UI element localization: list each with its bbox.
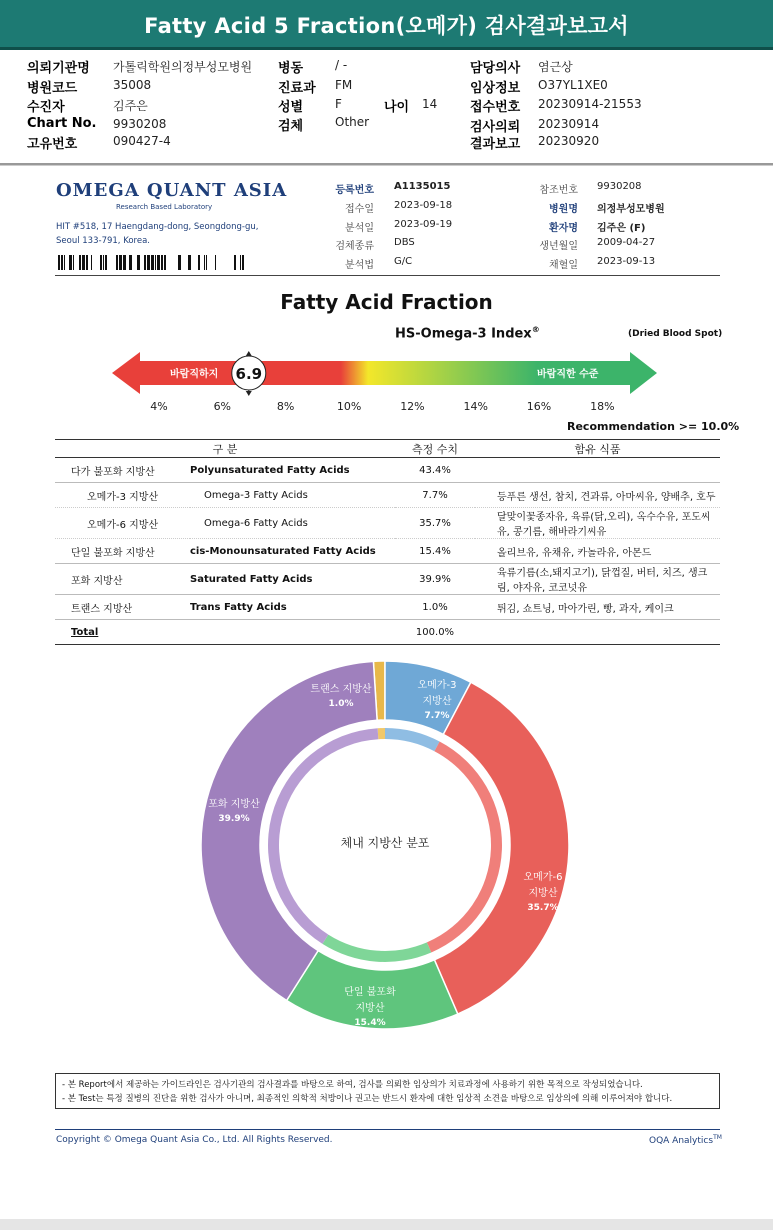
donut-inner-slice <box>378 728 385 739</box>
header-food: 함유 식품 <box>475 440 720 458</box>
ward-label: 병동 <box>278 61 304 76</box>
desirable-label: 바람직한 수준 <box>537 369 599 380</box>
donut-slice-label <box>524 870 563 913</box>
analysis-date-value: 2023-09-19 <box>394 219 453 230</box>
request-date-value: 20230914 <box>538 117 600 131</box>
row-category-en: Trans Fatty Acids <box>190 595 395 620</box>
clinical-info-value: O37YL1XE0 <box>538 78 608 92</box>
analysis-date-label: 분석일 <box>345 223 374 234</box>
row-value: 39.9% <box>395 564 475 595</box>
table-row <box>55 483 720 508</box>
patient-value: 김주은 <box>113 99 148 113</box>
index-title <box>395 325 540 341</box>
table-row <box>55 508 720 539</box>
row-food: 올리브유, 유채유, 카놀라유, 아몬드 <box>475 539 720 564</box>
donut-slice-name: 지방산 <box>422 696 452 707</box>
section-title: Fatty Acid Fraction <box>280 290 493 314</box>
scale-tick-label: 8% <box>276 400 295 413</box>
method-value: G/C <box>394 256 413 267</box>
row-food <box>475 620 720 645</box>
registered-mark: ® <box>531 325 540 334</box>
row-value: 100.0% <box>395 620 475 645</box>
unique-no-label: 고유번호 <box>27 137 78 152</box>
hospital-name-label: 병원명 <box>549 204 578 215</box>
specimen-type-value: DBS <box>394 237 415 248</box>
table-row <box>55 539 720 564</box>
header-category: 구 분 <box>55 440 395 458</box>
scale-tick-label: 16% <box>526 400 552 413</box>
table-row <box>55 595 720 620</box>
recommendation: Recommendation >= 10.0% <box>567 420 740 433</box>
ward-value: / - <box>335 58 348 72</box>
doctor-label: 담당의사 <box>470 61 521 76</box>
scale-tick-label: 12% <box>400 400 425 413</box>
row-category-en: Polyunsaturated Fatty Acids <box>190 458 395 483</box>
row-category-kr: Total <box>55 620 190 645</box>
row-value: 43.4% <box>395 458 475 483</box>
row-value: 15.4% <box>395 539 475 564</box>
index-marker <box>232 351 266 396</box>
specimen-label: 검체 <box>278 119 304 134</box>
receipt-no-value: 20230914-21553 <box>538 97 642 111</box>
scale-tick-label: 6% <box>213 400 232 413</box>
disclaimer-line1: - 본 Report에서 제공하는 가이드라인은 검사기관의 검사결과를 바탕으로 하여, 검사를 의뢰한 임상의가 치료과정에 사용하기 위한 목적으로 작성되었습니다. <box>62 1080 643 1090</box>
copyright: Copyright © Omega Quant Asia Co., Ltd. All Rights Reserved. <box>56 1135 333 1145</box>
lab-tagline: Research Based Laboratory <box>116 203 213 211</box>
undesirable-label: 바람직하지 <box>170 369 219 380</box>
lab-address-line1: HIT #518, 17 Haengdang-dong, Seongdong-gu, <box>56 222 259 232</box>
donut-slice-value: 1.0% <box>328 699 354 709</box>
table-row <box>55 458 720 483</box>
donut-slice-value: 39.9% <box>218 814 250 824</box>
row-category-en <box>190 620 395 645</box>
sex-label: 성별 <box>278 100 304 115</box>
age-value: 14 <box>422 97 438 111</box>
info-divider <box>55 275 720 276</box>
donut-inner-slice <box>385 728 440 751</box>
row-value: 7.7% <box>395 483 475 508</box>
row-food <box>475 458 720 483</box>
age-label: 나이 <box>384 100 410 115</box>
collection-date-label: 채혈일 <box>549 260 578 271</box>
donut-slice-value: 7.7% <box>424 711 450 721</box>
index-title-text: HS-Omega-3 Index <box>395 326 532 342</box>
request-date-label: 검사의뢰 <box>470 120 521 135</box>
row-food: 육류기름(소,돼지고기), 닭껍질, 버터, 치즈, 생크림, 야자유, 코코넛유 <box>475 564 720 595</box>
receipt-date-value: 2023-09-18 <box>394 200 453 211</box>
scale-tick-label: 14% <box>463 400 488 413</box>
row-category-kr: 오메가-3 지방산 <box>55 483 190 508</box>
patient-label: 수진자 <box>27 100 65 115</box>
donut-slice-name: 오메가-6 <box>523 872 563 883</box>
row-category-kr: 포화 지방산 <box>55 564 190 595</box>
hospital-value: 가톨릭학원의정부성모병원 <box>113 60 253 74</box>
specimen-note: (Dried Blood Spot) <box>628 329 723 339</box>
row-value: 35.7% <box>395 508 475 539</box>
method-label: 분석법 <box>345 260 374 271</box>
donut-inner-slice <box>322 935 431 962</box>
header-divider <box>0 163 773 166</box>
ref-no-value: 9930208 <box>597 181 642 192</box>
department-label: 진료과 <box>278 81 316 96</box>
fatty-acid-donut-chart <box>190 650 580 1040</box>
report-title: Fatty Acid 5 Fraction(오메가) 검사결과보고서 <box>0 0 773 50</box>
fatty-acid-table <box>55 439 720 645</box>
scale-tick-label: 4% <box>150 400 168 413</box>
donut-slice-name: 포화 지방산 <box>208 799 260 810</box>
chart-no-value: 9930208 <box>113 117 167 131</box>
department-value: FM <box>335 78 353 92</box>
row-category-en: Saturated Fatty Acids <box>190 564 395 595</box>
trademark: TM <box>713 1134 722 1141</box>
row-food: 튀김, 쇼트닝, 마아가린, 빵, 과자, 케이크 <box>475 595 720 620</box>
specimen-value: Other <box>335 115 370 129</box>
clinical-info-label: 임상정보 <box>470 81 521 96</box>
sex-value: F <box>335 97 342 111</box>
hospital-name-value: 의정부성모병원 <box>597 204 665 215</box>
row-value: 1.0% <box>395 595 475 620</box>
page-bottom-band <box>0 1219 773 1230</box>
donut-slice-name: 트랜스 지방산 <box>310 684 372 695</box>
hospital-label: 의뢰기관명 <box>27 61 90 76</box>
doctor-value: 염근상 <box>538 60 573 74</box>
hospital-code-label: 병원코드 <box>27 81 78 96</box>
ref-no-label: 참조번호 <box>539 185 578 196</box>
row-category-kr: 단일 불포화 지방산 <box>55 539 190 564</box>
table-header <box>55 440 720 458</box>
specimen-type-label: 검체종류 <box>335 241 374 252</box>
row-food: 등푸른 생선, 참치, 견과류, 아마씨유, 양배추, 호두 <box>475 483 720 508</box>
barcode-image <box>58 255 244 270</box>
index-value: 6.9 <box>235 365 263 383</box>
donut-slice-name: 단일 불포화 <box>344 987 396 998</box>
reg-no-value: A1135015 <box>394 181 451 192</box>
row-food: 달맞이꽃종자유, 육류(닭,오리), 옥수수유, 포도씨유, 콩기름, 해바라기씨유 <box>475 508 720 539</box>
table-row <box>55 620 720 645</box>
lab-address-line2: Seoul 133-791, Korea. <box>56 236 150 246</box>
row-category-kr: 오메가-6 지방산 <box>55 508 190 539</box>
row-category-en: Omega-6 Fatty Acids <box>190 508 395 539</box>
donut-slice-name: 지방산 <box>528 888 558 899</box>
table-row <box>55 564 720 595</box>
birth-date-value: 2009-04-27 <box>597 237 656 248</box>
donut-slice-value: 35.7% <box>527 903 559 913</box>
donut-center-title: 체내 지방산 분포 <box>340 836 430 850</box>
donut-slice-name: 지방산 <box>355 1003 385 1014</box>
footer-divider <box>55 1129 720 1130</box>
scale-tick-label: 10% <box>336 400 362 413</box>
row-category-kr: 트랜스 지방산 <box>55 595 190 620</box>
receipt-no-label: 접수번호 <box>470 100 521 115</box>
header-value: 측정 수치 <box>395 440 475 458</box>
row-category-en: Omega-3 Fatty Acids <box>190 483 395 508</box>
row-category-kr: 다가 불포화 지방산 <box>55 458 190 483</box>
row-category-en: cis-Monounsaturated Fatty Acids <box>190 539 395 564</box>
disclaimer-line2: - 본 Test는 특정 질병의 진단을 위한 검사가 아니며, 최종적인 의학적 처방이나 권고는 반드시 환자에 대한 임상적 소견을 바탕으로 임상의에 의해 이루어져야 합니다. <box>62 1094 673 1104</box>
scale-tick-label: 18% <box>590 400 615 413</box>
hospital-code-value: 35008 <box>113 78 152 92</box>
disclaimer-box <box>55 1073 720 1109</box>
patient-name-value: 김주은 (F) <box>597 223 646 234</box>
receipt-date-label: 접수일 <box>345 204 374 215</box>
unique-no-value: 090427-4 <box>113 134 171 148</box>
birth-date-label: 생년월일 <box>539 241 578 252</box>
donut-slice-name: 오메가-3 <box>417 680 457 691</box>
lab-logo: OMEGA QUANT ASIA <box>56 180 288 201</box>
report-date-label: 결과보고 <box>470 137 521 152</box>
report-date-value: 20230920 <box>538 134 600 148</box>
donut-slice-value: 15.4% <box>354 1018 386 1028</box>
footer-brand-text: OQA Analytics <box>649 1136 714 1146</box>
omega3-index-scale <box>100 348 670 418</box>
chart-no-label: Chart No. <box>27 116 97 131</box>
collection-date-value: 2023-09-13 <box>597 256 656 267</box>
footer-brand <box>649 1134 722 1146</box>
patient-name-label: 환자명 <box>549 223 578 234</box>
reg-no-label: 등록번호 <box>335 185 374 196</box>
